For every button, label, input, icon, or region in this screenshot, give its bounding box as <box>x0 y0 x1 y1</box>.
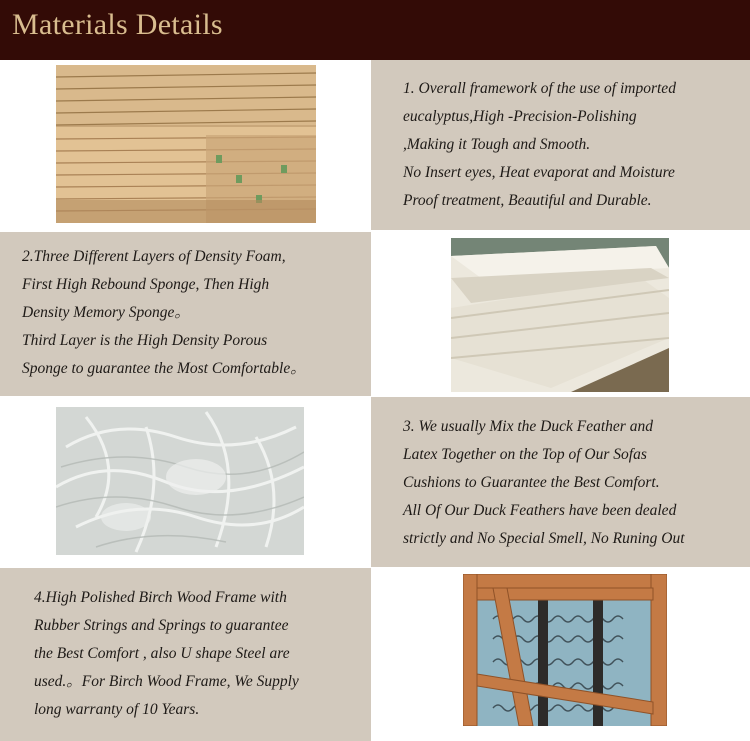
section-3-panel <box>371 397 750 567</box>
section-1-line-5: Proof treatment, Beautiful and Durable. <box>403 192 652 209</box>
section-1-line-2: eucalyptus,High -Precision-Polishing <box>403 108 637 125</box>
section-2-line-2: First High Rebound Sponge, Then High <box>22 276 270 293</box>
section-2-panel <box>0 232 371 396</box>
duck-feathers-icon <box>56 407 304 555</box>
section-4-line-1: 4.High Polished Birch Wood Frame with <box>34 589 287 606</box>
section-3-line-1: 3. We usually Mix the Duck Feather and <box>403 418 653 435</box>
section-2-line-5: Sponge to guarantee the Most Comfortable。 <box>22 360 306 377</box>
section-1-line-3: ,Making it Tough and Smooth. <box>403 136 591 153</box>
section-4-line-3: the Best Comfort , also U shape Steel are <box>34 645 290 662</box>
duck-feathers-image <box>56 407 304 555</box>
section-2-line-1: 2.Three Different Layers of Density Foam, <box>22 248 286 265</box>
section-4-panel <box>0 568 371 741</box>
foam-sheets-icon <box>451 238 669 392</box>
section-4-line-2: Rubber Strings and Springs to guarantee <box>34 617 289 634</box>
section-1-line-4: No Insert eyes, Heat evaporat and Moisture <box>403 164 675 181</box>
header-bar <box>0 0 750 60</box>
page-title: Materials Details <box>12 8 223 41</box>
wood-planks-icon <box>56 65 316 223</box>
section-2-line-3: Density Memory Sponge。 <box>22 304 190 321</box>
section-3-line-3: Cushions to Guarantee the Best Comfort. <box>403 474 660 491</box>
section-4-line-4: used.。For Birch Wood Frame, We Supply <box>34 673 299 690</box>
birch-frame-springs-icon <box>463 574 667 726</box>
section-1-panel <box>371 60 750 230</box>
section-2-line-4: Third Layer is the High Density Porous <box>22 332 268 349</box>
section-3-line-2: Latex Together on the Top of Our Sofas <box>403 446 647 463</box>
section-3-line-5: strictly and No Special Smell, No Runing Out <box>403 530 685 547</box>
foam-sheets-image <box>451 238 669 392</box>
section-4-line-5: long warranty of 10 Years. <box>34 701 200 718</box>
birch-frame-image <box>463 574 667 726</box>
section-3-line-4: All Of Our Duck Feathers have been dealed <box>403 502 677 519</box>
wood-planks-image <box>56 65 316 223</box>
section-1-line-1: 1. Overall framework of the use of imported <box>403 80 676 97</box>
